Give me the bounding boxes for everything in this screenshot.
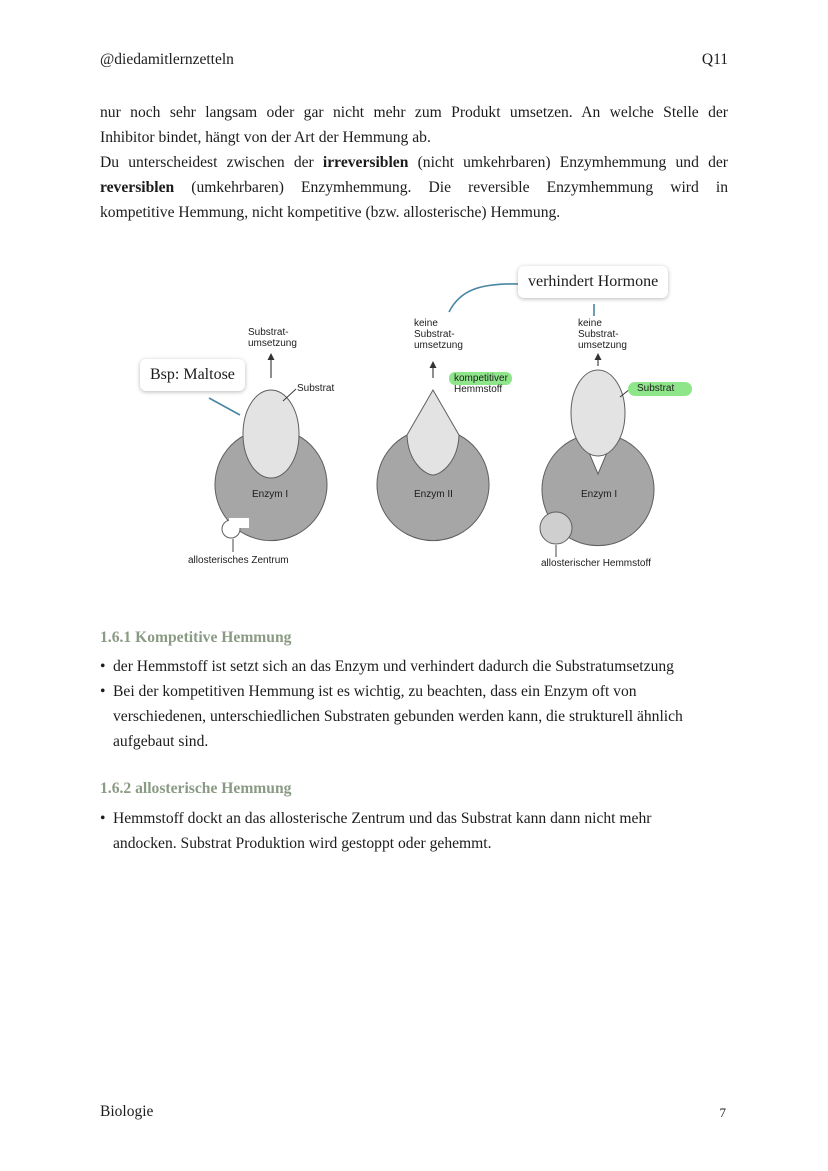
panel2-inhibitor-label: kompetitiver Hemmstoff (454, 373, 508, 395)
intro-line-4: reversiblen (umkehrbaren) Enzymhemmung. Die reversible Enzymhemmung wird in (100, 179, 728, 196)
substrate-blocked-shape (571, 370, 625, 456)
callout-hormone: verhindert Hormone (518, 266, 668, 298)
substrate-leader-1 (283, 389, 296, 401)
list-item: • Bei der kompetitiven Hemmung ist es wichtig, zu beachten, dass ein Enzym oft von verschiedenen, unterschiedlichen Substraten gebunden werden kann, die strukturell ähnlich aufgebaut sind. (100, 679, 733, 755)
intro-line-5: kompetitive Hemmung, nicht kompetitive (bzw. allosterische) Hemmung. (100, 204, 561, 221)
page-number: 7 (719, 1105, 726, 1120)
panel1-site-label: allosterisches Zentrum (188, 555, 289, 566)
callout-maltose: Bsp: Maltose (140, 359, 245, 391)
section-heading-allosteric: 1.6.2 allosterische Hemmung (100, 780, 292, 797)
intro-line-1: nur noch sehr langsam oder gar nicht mehr zum Produkt umsetzen. An welche Stelle der (100, 104, 728, 121)
list-item: • Hemmstoff dockt an das allosterische Zentrum und das Substrat kann dann nicht mehr andocken. Substrat Produktion wird gestoppt oder gehemmt. (100, 806, 733, 856)
arrow-head-3 (595, 353, 602, 360)
panel1-arrow-label: Substrat- umsetzung (248, 327, 297, 349)
panel2-arrow-label: keine Substrat- umsetzung (414, 318, 463, 351)
section-heading-competitive: 1.6.1 Kompetitive Hemmung (100, 629, 292, 646)
header-handle: @diedamitlernzetteln (100, 51, 234, 68)
callout-hormone-connector (449, 284, 520, 312)
substrate-shape (243, 390, 299, 478)
callout-maltose-connector (209, 398, 240, 415)
footer-subject: Biologie (100, 1103, 154, 1120)
term-reversible: reversiblen (100, 179, 175, 196)
bullet-dot: • (100, 810, 106, 827)
panel2-enzyme-label: Enzym II (414, 489, 453, 500)
panel3-enzyme-label: Enzym I (581, 489, 618, 500)
competitive-inhibitor-shape (407, 390, 459, 475)
intro-line-2: Inhibitor bindet, hängt von der Art der Hemmung ab. (100, 129, 431, 146)
bullet-dot: • (100, 683, 106, 700)
term-irreversible: irreversiblen (322, 154, 409, 171)
panel3-arrow-label: keine Substrat- umsetzung (578, 318, 627, 351)
panel3-inhibitor-label: allosterischer Hemmstoff (541, 558, 651, 569)
arrow-head-1 (268, 353, 275, 360)
intro-line-3: Du unterscheidest zwischen der irreversiblen (nicht umkehrbaren) Enzymhemmung und der (100, 154, 728, 171)
list-item: • der Hemmstoff ist setzt sich an das Enzym und verhindert dadurch die Substratumsetzung (100, 654, 733, 679)
header-course: Q11 (701, 51, 728, 68)
panel1-enzyme-label: Enzym I (252, 489, 289, 500)
arrow-head-2 (430, 361, 437, 368)
panel1-substrate-label: Substrat (297, 383, 335, 394)
bullet-dot: • (100, 658, 106, 675)
allosteric-inhibitor-shape (540, 512, 572, 544)
panel3-substrate-label: Substrat (637, 383, 675, 394)
